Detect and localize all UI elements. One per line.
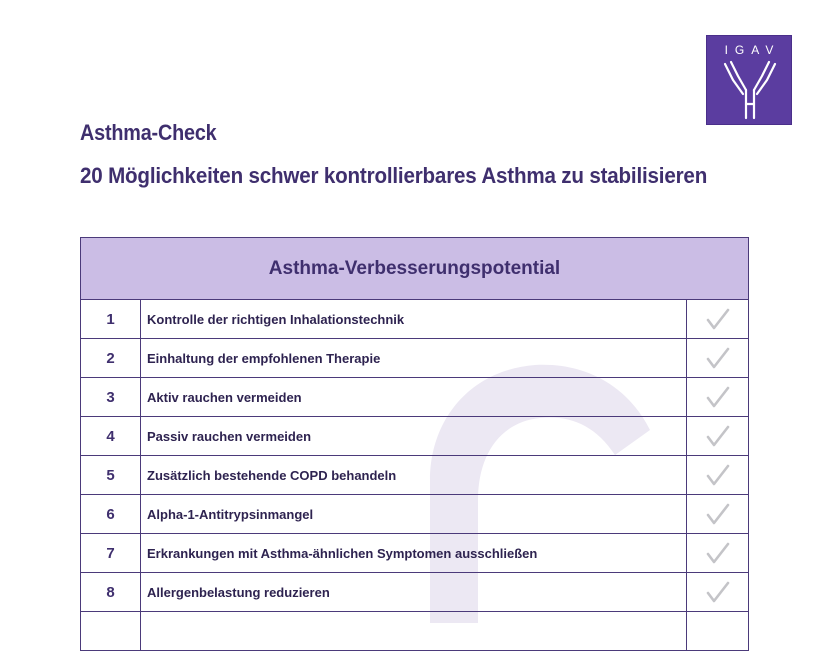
- checkmark-icon: [705, 424, 731, 448]
- check-cell[interactable]: [687, 300, 749, 339]
- page-title: Asthma-Check: [80, 120, 217, 145]
- table-row: [81, 417, 749, 456]
- row-number: 6: [81, 495, 141, 534]
- checkmark-icon: [705, 541, 731, 565]
- antibody-icon: [707, 36, 793, 126]
- row-number: 3: [81, 378, 141, 417]
- row-text: Einhaltung der empfohlenen Therapie: [141, 339, 687, 378]
- checkmark-icon: [705, 580, 731, 604]
- check-cell[interactable]: [687, 612, 749, 651]
- page-subtitle: 20 Möglichkeiten schwer kontrollierbares Asthma zu stabilisieren: [80, 163, 708, 188]
- table-header-row: [81, 238, 749, 300]
- check-cell[interactable]: [687, 534, 749, 573]
- check-cell[interactable]: [687, 573, 749, 612]
- row-number: 1: [81, 300, 141, 339]
- check-cell[interactable]: [687, 495, 749, 534]
- row-text: [141, 612, 687, 651]
- row-number: 7: [81, 534, 141, 573]
- table-heading: Asthma-Verbesserungspotential: [81, 238, 749, 300]
- check-cell[interactable]: [687, 378, 749, 417]
- row-number: 4: [81, 417, 141, 456]
- check-cell[interactable]: [687, 417, 749, 456]
- checkmark-icon: [705, 346, 731, 370]
- table-row: [81, 300, 749, 339]
- row-text: Allergenbelastung reduzieren: [141, 573, 687, 612]
- checkmark-icon: [705, 463, 731, 487]
- row-text: Erkrankungen mit Asthma-ähnlichen Symptomen ausschließen: [141, 534, 687, 573]
- checkmark-icon: [705, 385, 731, 409]
- checkmark-icon: [705, 502, 731, 526]
- checkmark-icon: [705, 307, 731, 331]
- row-number: 5: [81, 456, 141, 495]
- igav-logo: [706, 35, 792, 125]
- row-text: Zusätzlich bestehende COPD behandeln: [141, 456, 687, 495]
- row-text: Alpha-1-Antitrypsinmangel: [141, 495, 687, 534]
- check-cell[interactable]: [687, 339, 749, 378]
- table-row: [81, 456, 749, 495]
- row-number: [81, 612, 141, 651]
- table-row: [81, 378, 749, 417]
- table-row: [81, 573, 749, 612]
- row-number: 8: [81, 573, 141, 612]
- row-number: 2: [81, 339, 141, 378]
- check-cell[interactable]: [687, 456, 749, 495]
- row-text: Aktiv rauchen vermeiden: [141, 378, 687, 417]
- row-text: Kontrolle der richtigen Inhalationstechnik: [141, 300, 687, 339]
- table-row: [81, 612, 749, 651]
- checklist-table: [80, 237, 749, 651]
- row-text: Passiv rauchen vermeiden: [141, 417, 687, 456]
- table-row: [81, 495, 749, 534]
- table-row: [81, 339, 749, 378]
- logo-text: IGAV: [724, 43, 781, 57]
- table-row: [81, 534, 749, 573]
